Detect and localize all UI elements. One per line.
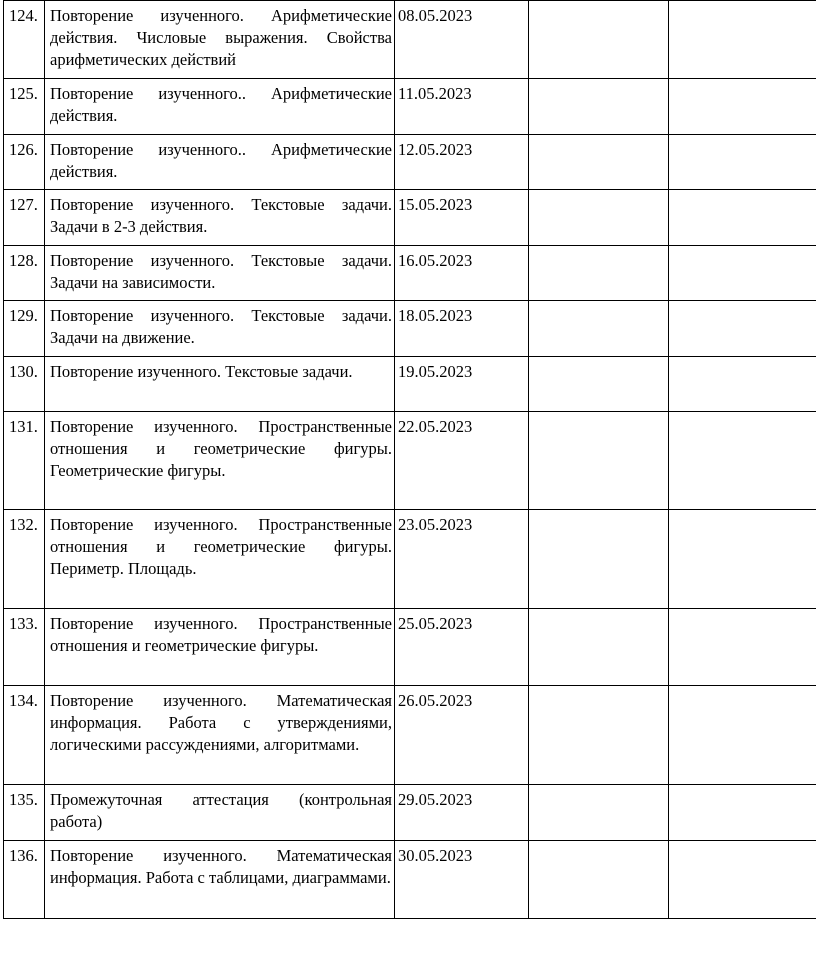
empty-cell-notes [669, 510, 816, 609]
lesson-number: 136. [4, 841, 45, 919]
lesson-date: 12.05.2023 [395, 135, 529, 190]
lesson-plan-body [4, 1, 816, 919]
lesson-date: 19.05.2023 [395, 357, 529, 412]
lesson-date: 15.05.2023 [395, 190, 529, 246]
lesson-topic: Повторение изученного. Арифметические действия. Числовые выражения. Свойства арифметических действий [45, 1, 395, 79]
lesson-number: 132. [4, 510, 45, 609]
lesson-number: 126. [4, 135, 45, 190]
empty-cell-notes [669, 246, 816, 301]
lesson-number: 131. [4, 412, 45, 510]
lesson-number: 134. [4, 686, 45, 785]
table-row [4, 357, 816, 412]
lesson-date: 29.05.2023 [395, 785, 529, 841]
lesson-topic: Повторение изученного. Математическая информация. Работа с утверждениями, логическими рассуждениями, алгоритмами. [45, 686, 395, 785]
lesson-date: 18.05.2023 [395, 301, 529, 357]
empty-cell-actual-date [529, 609, 669, 686]
empty-cell-notes [669, 785, 816, 841]
table-row [4, 686, 816, 785]
empty-cell-actual-date [529, 841, 669, 919]
empty-cell-notes [669, 609, 816, 686]
table-row [4, 1, 816, 79]
lesson-number: 124. [4, 1, 45, 79]
lesson-number: 130. [4, 357, 45, 412]
lesson-topic: Повторение изученного. Пространственные отношения и геометрические фигуры. Геометрические фигуры. [45, 412, 395, 510]
table-row [4, 246, 816, 301]
empty-cell-notes [669, 412, 816, 510]
empty-cell-actual-date [529, 412, 669, 510]
empty-cell-notes [669, 135, 816, 190]
lesson-number: 135. [4, 785, 45, 841]
table-row [4, 412, 816, 510]
empty-cell-actual-date [529, 357, 669, 412]
empty-cell-actual-date [529, 79, 669, 135]
table-row [4, 785, 816, 841]
table-row [4, 135, 816, 190]
lesson-topic: Промежуточная аттестация (контрольная работа) [45, 785, 395, 841]
lesson-topic: Повторение изученного.. Арифметические действия. [45, 79, 395, 135]
table-row [4, 510, 816, 609]
lesson-date: 16.05.2023 [395, 246, 529, 301]
table-row [4, 79, 816, 135]
lesson-date: 11.05.2023 [395, 79, 529, 135]
lesson-date: 22.05.2023 [395, 412, 529, 510]
empty-cell-notes [669, 1, 816, 79]
lesson-topic: Повторение изученного. Текстовые задачи. Задачи на зависимости. [45, 246, 395, 301]
lesson-number: 128. [4, 246, 45, 301]
empty-cell-actual-date [529, 785, 669, 841]
lesson-date: 30.05.2023 [395, 841, 529, 919]
lesson-number: 127. [4, 190, 45, 246]
empty-cell-notes [669, 357, 816, 412]
empty-cell-actual-date [529, 301, 669, 357]
lesson-topic: Повторение изученного. Текстовые задачи. [45, 357, 395, 412]
empty-cell-actual-date [529, 190, 669, 246]
lesson-number: 133. [4, 609, 45, 686]
lesson-date: 08.05.2023 [395, 1, 529, 79]
empty-cell-notes [669, 841, 816, 919]
lesson-topic: Повторение изученного. Текстовые задачи. Задачи в 2-3 действия. [45, 190, 395, 246]
table-row [4, 609, 816, 686]
empty-cell-actual-date [529, 246, 669, 301]
empty-cell-actual-date [529, 135, 669, 190]
empty-cell-actual-date [529, 510, 669, 609]
empty-cell-actual-date [529, 686, 669, 785]
empty-cell-notes [669, 190, 816, 246]
empty-cell-notes [669, 79, 816, 135]
empty-cell-notes [669, 301, 816, 357]
lesson-topic: Повторение изученного. Математическая информация. Работа с таблицами, диаграммами. [45, 841, 395, 919]
lesson-topic: Повторение изученного. Пространственные отношения и геометрические фигуры. [45, 609, 395, 686]
table-row [4, 301, 816, 357]
lesson-date: 23.05.2023 [395, 510, 529, 609]
lesson-plan-table [3, 0, 816, 919]
lesson-topic: Повторение изученного.. Арифметические действия. [45, 135, 395, 190]
lesson-date: 26.05.2023 [395, 686, 529, 785]
table-row [4, 190, 816, 246]
lesson-date: 25.05.2023 [395, 609, 529, 686]
lesson-number: 125. [4, 79, 45, 135]
empty-cell-actual-date [529, 1, 669, 79]
lesson-topic: Повторение изученного. Текстовые задачи. Задачи на движение. [45, 301, 395, 357]
table-row [4, 841, 816, 919]
lesson-topic: Повторение изученного. Пространственные отношения и геометрические фигуры. Периметр. Площадь. [45, 510, 395, 609]
empty-cell-notes [669, 686, 816, 785]
lesson-number: 129. [4, 301, 45, 357]
